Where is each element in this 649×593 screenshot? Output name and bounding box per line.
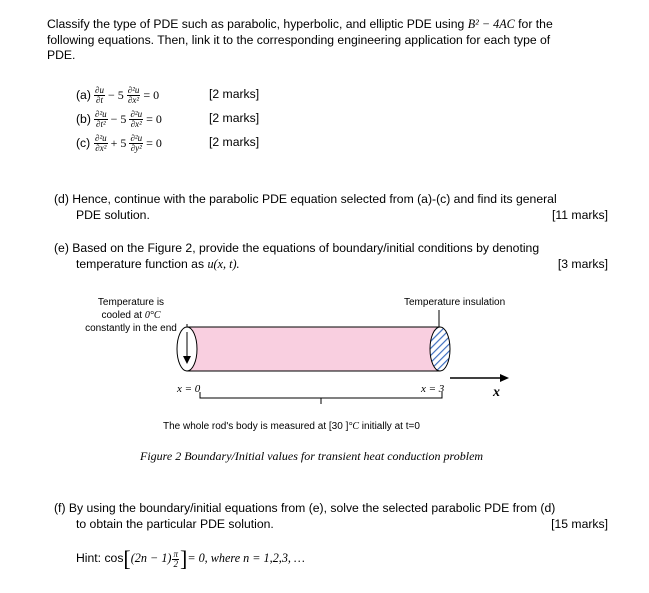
marks-b: [2 marks] — [209, 111, 260, 125]
part-e-line-1: (e) Based on the Figure 2, provide the equations of boundary/initial conditions by denoting — [54, 241, 540, 255]
rod-length-bracket — [200, 392, 442, 398]
label-x3: x = 3 — [421, 383, 445, 395]
rod-right-end-insulated — [430, 327, 450, 371]
part-f-marks: [15 marks] — [551, 517, 608, 531]
equation-a: (a) $\frac{\partial u}{\partial t}$ − 5 $\frac{\text{∂²u}}{\text{∂x²}}$ = 0 — [76, 84, 160, 105]
equation-b: (b) $\frac{\text{∂²u}}{\text{∂t²}}$ − 5 $\frac{\text{∂²u}}{\text{∂x²}}$ = 0 — [76, 108, 162, 129]
marks-c: [2 marks] — [209, 135, 260, 149]
fraction: $\frac{\text{∂²u}}{\text{∂x²}}$ — [127, 84, 140, 105]
marks-a: [2 marks] — [209, 87, 260, 101]
part-d-line-1: (d) Hence, continue with the parabolic PDE equation selected from (a)-(c) and find its general — [54, 192, 557, 206]
hint-fraction: $\frac{\pi}{2}$ — [173, 548, 178, 569]
fraction: $\frac{\text{∂²u}}{\text{∂t²}}$ — [95, 108, 107, 129]
fraction: $\frac{\text{∂²u}}{\text{∂x²}}$ — [130, 108, 143, 129]
part-f-line-1: (f) By using the boundary/initial equations from (e), solve the selected parabolic PDE from (d) — [54, 501, 556, 515]
x-axis-arrowhead — [500, 374, 509, 382]
hint: Hint: cos [ (2n − 1) $\frac{\pi}{2}$ ] = 0, where n = 1,2,3, … — [76, 546, 305, 571]
rod-body — [187, 327, 440, 371]
figure-caption: Figure 2 Boundary/Initial values for transient heat conduction problem — [140, 449, 484, 463]
rod-initial-temp-label: The whole rod's body is measured at [30 ]°C initially at t=0 — [163, 421, 420, 432]
label-x0: x = 0 — [177, 383, 201, 395]
part-e-marks: [3 marks] — [557, 257, 608, 271]
equation-c: (c) $\frac{\text{∂²u}}{\text{∂x²}}$ + 5 $\frac{\text{∂²u}}{\text{∂y²}}$ = 0 — [76, 132, 162, 153]
intro-paragraph — [47, 17, 613, 64]
fraction: $\frac{\text{∂²u}}{\text{∂x²}}$ — [95, 132, 107, 153]
intro-line-2: following equations. Then, link it to the corresponding engineering application for each type of — [47, 32, 551, 47]
figure-left-label: Temperature is cooled at 0°C constantly in the end — [85, 297, 177, 334]
part-d-line-2: PDE solution. — [76, 208, 150, 222]
rod-diagram — [160, 300, 530, 415]
part-d-marks: [11 marks] — [552, 208, 608, 222]
intro-line-3: PDE. — [47, 48, 76, 62]
hint-bracket-right: ] — [179, 546, 188, 571]
intro-line-1: Classify the type of PDE such as parabolic, hyperbolic, and elliptic PDE using B² − 4AC for the — [47, 17, 553, 31]
part-e-line-2: temperature function as u(x, t). — [76, 257, 240, 271]
fraction: $\frac{\partial u}{\partial t}$ — [95, 84, 104, 105]
axis-label-x: x — [493, 385, 500, 400]
fraction: $\frac{\text{∂²u}}{\text{∂y²}}$ — [130, 132, 143, 153]
figure-right-label: Temperature insulation — [404, 297, 506, 308]
hint-bracket-left: [ — [123, 546, 131, 571]
part-f-line-2: to obtain the particular PDE solution. — [76, 517, 274, 531]
